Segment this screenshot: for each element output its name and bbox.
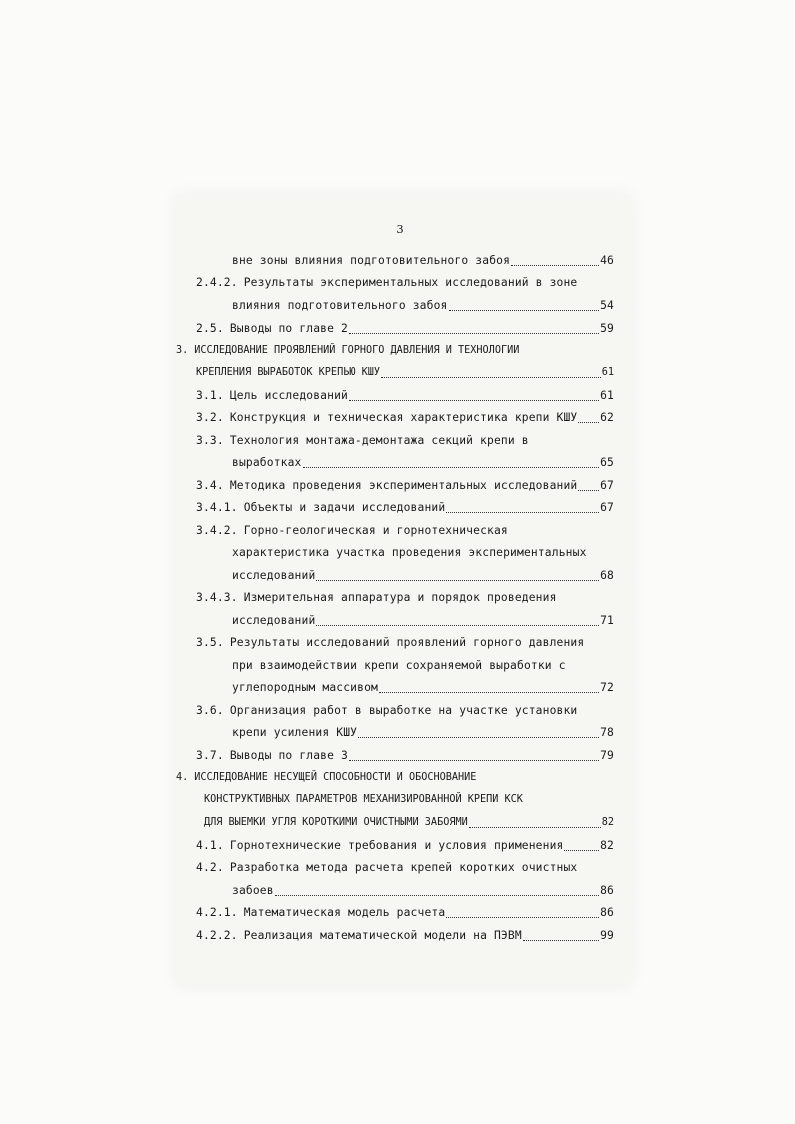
toc-entry [196, 477, 614, 495]
toc-entry-number: 3.1. [196, 389, 224, 402]
toc-entry [176, 769, 540, 787]
toc-entry [204, 814, 614, 832]
toc-entry-title: забоев [232, 884, 274, 897]
toc-entry-title: Цель исследований [229, 389, 348, 402]
toc-leader-dots [511, 264, 599, 266]
toc-entry-page: 86 [600, 884, 614, 897]
toc-entry-number: 3.3. [196, 434, 224, 447]
toc-leader-dots [379, 691, 599, 693]
toc-entry-number: 3.6. [196, 704, 224, 717]
toc-entry-title: Результаты исследований проявлений горного давления [229, 636, 585, 649]
toc-entry [196, 589, 572, 607]
toc-entry-page: 67 [600, 501, 614, 514]
toc-entry-page: 82 [600, 839, 614, 852]
toc-entry-page: 65 [600, 456, 614, 469]
toc-entry-title: Объекты и задачи исследований [243, 501, 446, 514]
toc-entry [196, 747, 614, 765]
toc-leader-dots [349, 332, 599, 334]
toc-leader-dots [564, 849, 599, 851]
toc-entry-page: 79 [600, 749, 614, 762]
toc-entry-page: 71 [600, 614, 614, 627]
toc-entry-page: 46 [600, 254, 614, 267]
toc-entry-number: 3.4.2. [196, 524, 238, 537]
toc-entry [232, 724, 614, 742]
toc-entry-title: выработках [232, 456, 302, 469]
toc-entry [196, 859, 592, 877]
toc-entry-title: при взаимодействии крепи сохраняемой выработки с [232, 659, 566, 672]
toc-entry [232, 882, 614, 900]
toc-leader-dots [381, 376, 601, 378]
toc-entry-title: Методика проведения экспериментальных исследований [229, 479, 578, 492]
toc-entry-number: 3.4.3. [196, 591, 238, 604]
toc-entry-page: 67 [600, 479, 614, 492]
toc-leader-dots [316, 624, 599, 626]
toc-entry-title: Выводы по главе 3 [229, 749, 348, 762]
toc-entry-title: Горнотехнические требования и условия применения [229, 839, 564, 852]
toc-leader-dots [303, 466, 600, 468]
toc-entry-title: влияния подготовительного забоя [232, 299, 448, 312]
toc-entry [176, 342, 580, 360]
toc-entry-title: крепи усиления КШУ [232, 726, 358, 739]
toc-leader-dots [449, 309, 600, 311]
toc-entry-title: КРЕПЛЕНИЯ ВЫРАБОТОК КРЕПЬЮ КШУ [196, 367, 381, 378]
toc-entry [196, 927, 614, 945]
page-number: 3 [396, 222, 404, 236]
toc-entry [232, 612, 614, 630]
toc-entry-number: 3.7. [196, 749, 224, 762]
toc-entry-title: Результаты экспериментальных исследований в зоне [243, 276, 578, 289]
toc-entry [196, 702, 592, 720]
toc-entry [232, 657, 574, 675]
toc-entry [196, 499, 614, 517]
toc-entry-page: 59 [600, 322, 614, 335]
toc-leader-dots [316, 579, 599, 581]
toc-entry-number: 4.2. [196, 861, 224, 874]
toc-entry-page: 54 [600, 299, 614, 312]
toc-leader-dots [469, 826, 601, 828]
toc-entry-title: углепородным массивом [232, 681, 378, 694]
toc-entry-title: ИССЛЕДОВАНИЕ НЕСУЩЕЙ СПОСОБНОСТИ И ОБОСНОВАНИЕ [194, 772, 477, 783]
toc-entry-number: 3.2. [196, 411, 224, 424]
toc-entry-title: КОНСТРУКТИВНЫХ ПАРАМЕТРОВ МЕХАНИЗИРОВАННОЙ КРЕПИ КСК [204, 794, 523, 805]
toc-entry-title: характеристика участка проведения экспериментальных [232, 546, 587, 559]
toc-entry [196, 904, 614, 922]
toc-entry-title: Горно-геологическая и горнотехническая [243, 524, 508, 537]
toc-leader-dots [349, 759, 599, 761]
toc-entry-page: 61 [600, 389, 614, 402]
toc-leader-dots [446, 511, 599, 513]
toc-entry [204, 791, 590, 809]
toc-entry-title: Организация работ в выработке на участке установки [229, 704, 578, 717]
toc-leader-dots [275, 894, 599, 896]
toc-entry-number: 3.4. [196, 479, 224, 492]
toc-leader-dots [358, 736, 599, 738]
toc-entry-number: 2.4.2. [196, 276, 238, 289]
toc-entry-number: 3.4.1. [196, 501, 238, 514]
toc-entry-number: 4. [176, 772, 189, 783]
toc-entry-page: 68 [600, 569, 614, 582]
toc-entry-title: исследований [232, 614, 316, 627]
toc-entry [232, 544, 600, 562]
toc-leader-dots [578, 489, 599, 491]
toc-leader-dots [578, 421, 599, 423]
toc-entry-title: Технология монтажа-демонтажа секций крепи в [229, 434, 529, 447]
toc-entry [196, 320, 614, 338]
toc-entry-number: 3. [176, 345, 189, 356]
toc-entry-title: Конструкция и техническая характеристика крепи КШУ [229, 411, 578, 424]
toc-entry [232, 454, 614, 472]
toc-entry-page: 61 [601, 367, 614, 378]
toc-entry [196, 837, 614, 855]
toc-entry-number: 4.2.2. [196, 929, 238, 942]
toc-entry [196, 522, 550, 540]
toc-entry-page: 78 [600, 726, 614, 739]
toc-entry-page: 62 [600, 411, 614, 424]
toc-entry [196, 634, 600, 652]
toc-entry [232, 679, 614, 697]
toc-entry-title: Измерительная аппаратура и порядок проведения [243, 591, 557, 604]
toc-entry-title: Разработка метода расчета крепей коротких очистных [229, 861, 578, 874]
toc-leader-dots [349, 399, 599, 401]
toc-entry [232, 567, 614, 585]
toc-entry [232, 252, 614, 270]
toc-leader-dots [446, 916, 599, 918]
toc-entry-number: 4.1. [196, 839, 224, 852]
toc-entry [196, 409, 614, 427]
toc-entry-page: 82 [601, 817, 614, 828]
toc-entry-number: 3.5. [196, 636, 224, 649]
toc-entry-number: 4.2.1. [196, 906, 238, 919]
toc-entry-page: 86 [600, 906, 614, 919]
toc-entry-title: Реализация математической модели на ПЭВМ [243, 929, 522, 942]
toc-entry-page: 99 [600, 929, 614, 942]
toc-entry-title: Математическая модель расчета [243, 906, 446, 919]
toc-entry-title: исследований [232, 569, 316, 582]
toc-entry [196, 432, 540, 450]
toc-entry [196, 387, 614, 405]
toc-entry-title: ДЛЯ ВЫЕМКИ УГЛЯ КОРОТКИМИ ОЧИСТНЫМИ ЗАБОЯМИ [204, 817, 468, 828]
toc-entry [196, 274, 592, 292]
toc-entry [232, 297, 614, 315]
toc-entry-title: ИССЛЕДОВАНИЕ ПРОЯВЛЕНИЙ ГОРНОГО ДАВЛЕНИЯ И ТЕХНОЛОГИИ [194, 345, 520, 356]
toc-entry-number: 2.5. [196, 322, 224, 335]
toc-entry-page: 72 [600, 681, 614, 694]
toc-entry [196, 364, 614, 382]
toc-entry-title: вне зоны влияния подготовительного забоя [232, 254, 511, 267]
toc-entry-title: Выводы по главе 2 [229, 322, 348, 335]
toc-leader-dots [523, 939, 599, 941]
